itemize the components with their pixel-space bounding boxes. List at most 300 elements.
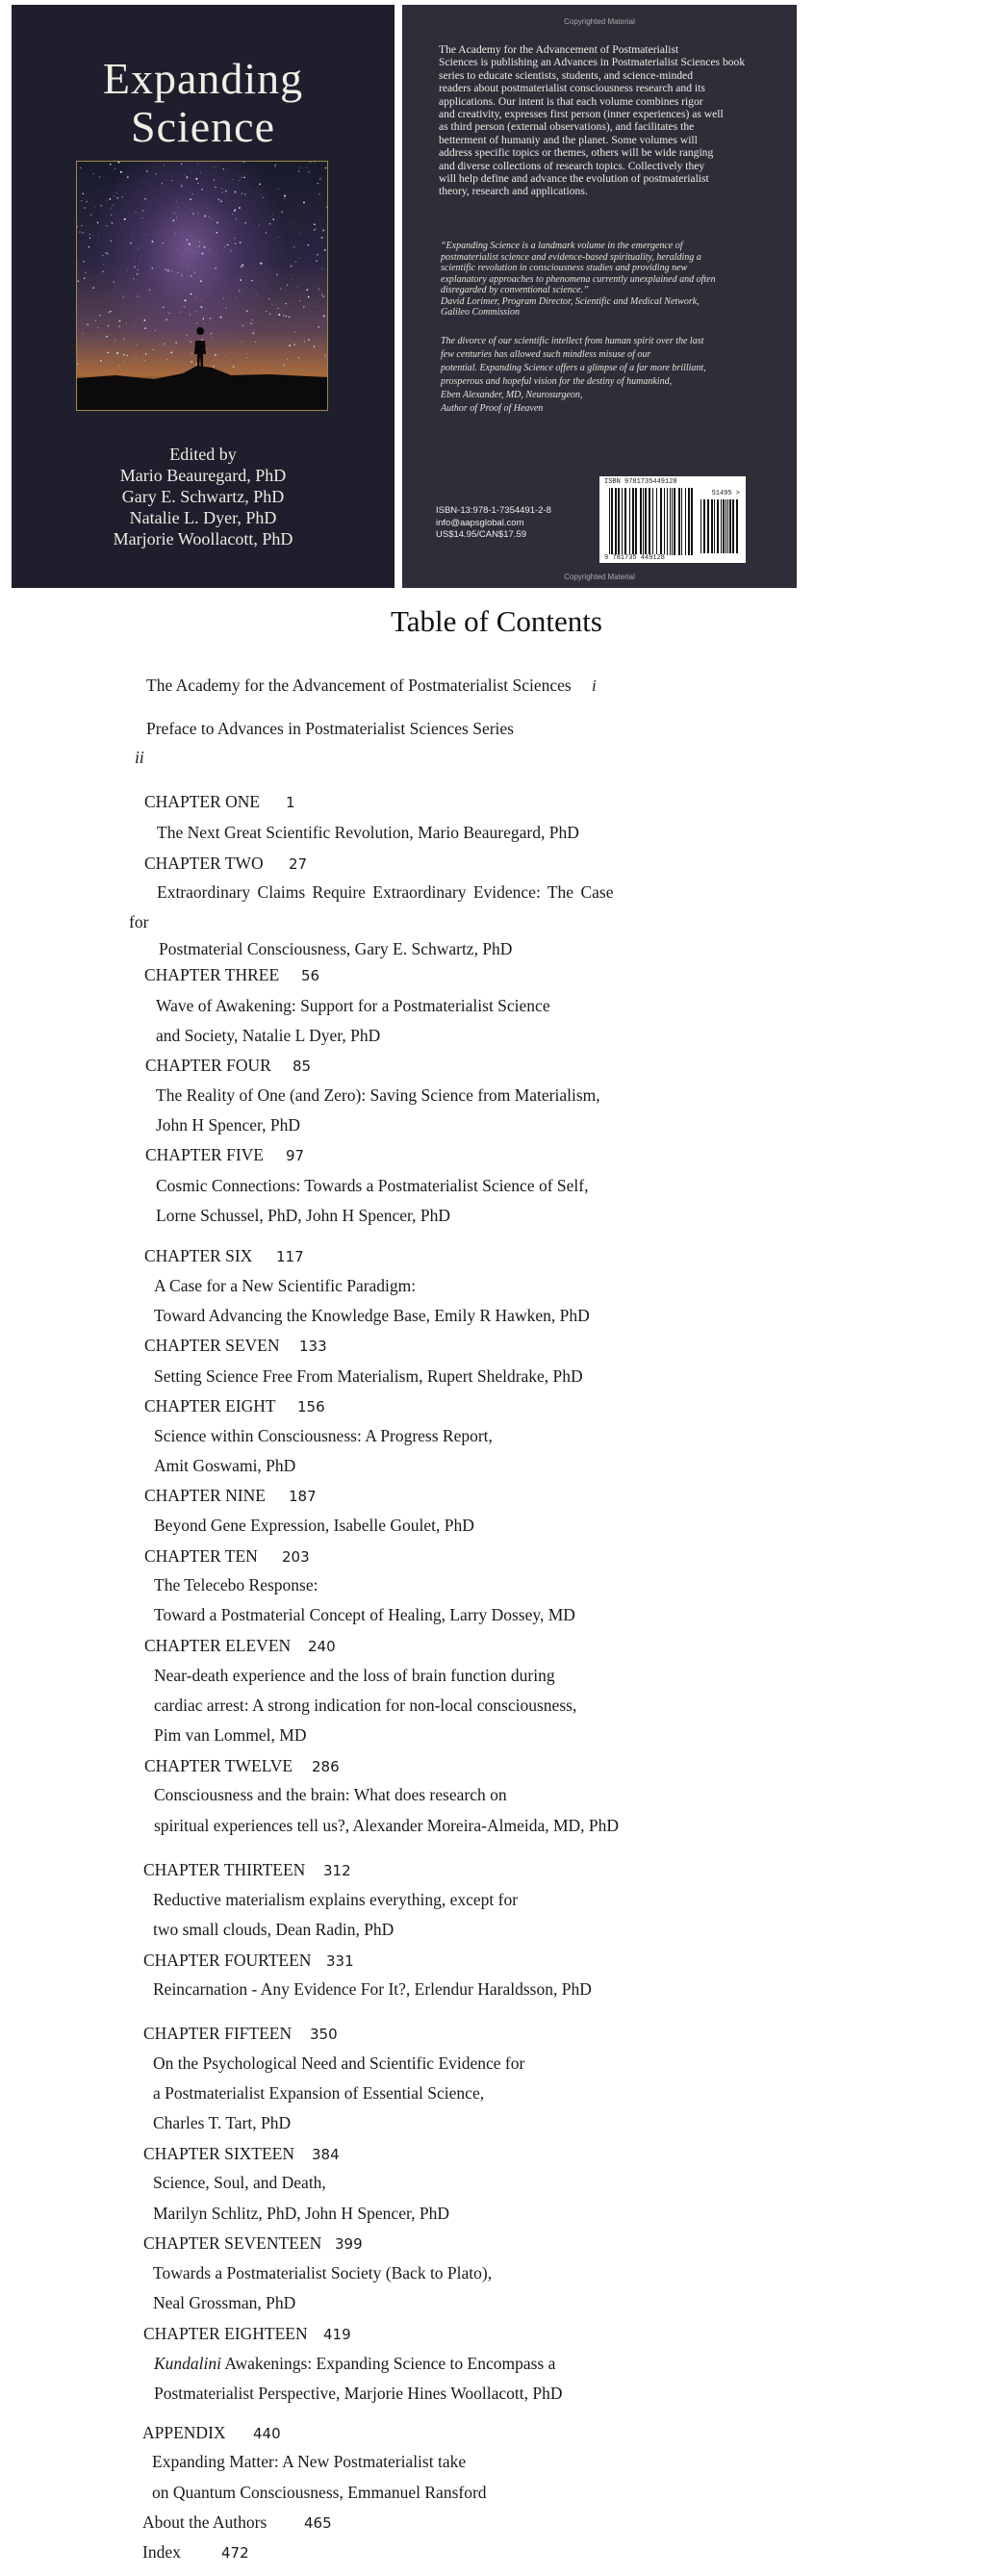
star-icon: [220, 317, 222, 319]
star-icon: [126, 323, 127, 324]
star-icon: [155, 330, 156, 331]
star-icon: [291, 266, 293, 268]
toc-page-number[interactable]: 203: [282, 1548, 310, 1566]
star-icon: [210, 318, 211, 319]
star-icon: [244, 162, 245, 163]
toc-page-number[interactable]: 286: [312, 1758, 340, 1775]
toc-page-number[interactable]: 133: [299, 1338, 327, 1355]
toc-line[interactable]: [156, 1176, 589, 1195]
publication-info: [436, 505, 551, 542]
toc-page-number[interactable]: i: [592, 676, 597, 695]
toc-line-text: CHAPTER NINE: [144, 1486, 266, 1505]
toc-page-number[interactable]: 156: [297, 1398, 325, 1416]
toc-line[interactable]: [156, 996, 550, 1015]
star-icon: [188, 267, 189, 268]
star-icon: [124, 218, 126, 220]
star-icon: [318, 346, 319, 347]
toc-line[interactable]: [153, 2173, 326, 2192]
book-title-line1: Expanding: [102, 54, 304, 103]
star-icon: [130, 242, 131, 243]
star-icon: [157, 351, 158, 352]
star-icon: [111, 215, 113, 217]
star-icon: [94, 207, 95, 208]
star-icon: [209, 356, 210, 357]
toc-heading[interactable]: [145, 1056, 271, 1075]
toc-line-text: Postmaterial Consciousness, Gary E. Schwartz, PhD: [159, 939, 513, 958]
star-icon: [187, 239, 188, 240]
toc-heading[interactable]: [144, 965, 279, 984]
star-icon: [95, 184, 96, 185]
star-icon: [259, 184, 261, 186]
star-icon: [292, 328, 293, 329]
toc-line[interactable]: [129, 912, 148, 931]
text-line: scientific revolution in consciousness studies and providing new: [441, 263, 688, 273]
toc-line-text: Reincarnation - Any Evidence For It?, Erlendur Haraldsson, PhD: [153, 1979, 592, 1999]
star-icon: [191, 275, 192, 277]
star-icon: [225, 190, 226, 191]
toc-heading[interactable]: [144, 1756, 293, 1775]
star-icon: [203, 318, 204, 319]
star-icon: [135, 325, 136, 326]
toc-page-number[interactable]: 331: [326, 1952, 354, 1970]
star-icon: [234, 238, 235, 239]
toc-line-text: Lorne Schussel, PhD, John H Spencer, PhD: [156, 1206, 451, 1225]
toc-line[interactable]: [156, 1026, 380, 1045]
star-icon: [321, 163, 322, 164]
star-icon: [184, 306, 186, 308]
toc-page-number[interactable]: 384: [312, 2146, 340, 2163]
star-icon: [183, 233, 184, 234]
toc-heading[interactable]: [144, 854, 264, 873]
star-icon: [114, 281, 115, 282]
star-icon: [136, 344, 137, 345]
star-icon: [145, 353, 146, 354]
star-icon: [326, 207, 327, 208]
star-icon: [215, 187, 216, 188]
toc-line[interactable]: [159, 939, 512, 958]
star-icon: [255, 342, 256, 343]
text-line: The Academy for the Advancement of Postmaterialist: [439, 43, 679, 56]
star-icon: [142, 217, 143, 218]
star-icon: [192, 193, 193, 194]
toc-page-number[interactable]: 56: [301, 967, 320, 984]
star-icon: [276, 305, 277, 306]
star-icon: [317, 306, 318, 307]
star-icon: [124, 361, 125, 362]
star-icon: [116, 197, 118, 199]
toc-line[interactable]: [153, 2083, 484, 2103]
star-icon: [203, 319, 204, 320]
toc-line[interactable]: [154, 1306, 590, 1325]
star-icon: [146, 170, 148, 172]
star-icon: [107, 225, 108, 226]
toc-line-text: two small clouds, Dean Radin, PhD: [153, 1920, 395, 1939]
star-icon: [211, 219, 212, 220]
star-icon: [239, 180, 240, 181]
toc-line[interactable]: [156, 1206, 450, 1225]
star-icon: [174, 234, 175, 235]
toc-heading[interactable]: [144, 1336, 280, 1355]
text-line: David Lorimer, Program Director, Scientific and Medical Network,: [441, 295, 700, 307]
price-text: US$14.95/CAN$17.59: [436, 529, 527, 540]
toc-line-text: About the Authors: [142, 2512, 267, 2532]
star-icon: [241, 177, 242, 178]
star-icon: [268, 298, 269, 299]
star-icon: [235, 191, 237, 193]
toc-line[interactable]: [153, 2204, 449, 2223]
toc-line[interactable]: [154, 1516, 474, 1535]
toc-line-text: Science, Soul, and Death,: [153, 2173, 326, 2192]
star-icon: [91, 311, 92, 312]
star-icon: [175, 342, 177, 344]
star-icon: [253, 272, 254, 273]
toc-heading[interactable]: [144, 1246, 252, 1265]
star-icon: [163, 307, 164, 308]
star-icon: [84, 207, 86, 209]
toc-line-text: Setting Science Free From Materialism, Rupert Sheldrake, PhD: [154, 1366, 583, 1386]
text-line: will help define and advance the evolution of postmaterialist: [439, 172, 709, 186]
star-icon: [113, 205, 114, 206]
star-icon: [106, 200, 107, 201]
star-icon: [197, 164, 198, 165]
star-icon: [181, 164, 182, 165]
star-icon: [187, 335, 188, 336]
star-icon: [122, 297, 123, 298]
star-icon: [135, 212, 136, 213]
star-icon: [162, 183, 163, 184]
toc-page-number[interactable]: 399: [335, 2235, 363, 2253]
toc-line[interactable]: [153, 2293, 295, 2312]
toc-line[interactable]: [153, 1890, 518, 1909]
toc-line[interactable]: [154, 1725, 306, 1745]
star-icon: [287, 285, 288, 286]
star-icon: [318, 193, 319, 194]
toc-heading[interactable]: [143, 1860, 305, 1879]
isbn-text: ISBN-13:978-1-7354491-2-8: [436, 505, 551, 516]
toc-heading[interactable]: [143, 2324, 308, 2343]
star-icon: [300, 279, 301, 280]
star-icon: [83, 261, 85, 263]
star-icon: [310, 162, 311, 163]
toc-heading[interactable]: [145, 1145, 264, 1164]
star-icon: [79, 231, 81, 233]
star-icon: [199, 222, 200, 223]
toc-heading[interactable]: [143, 2024, 292, 2043]
star-icon: [204, 323, 205, 324]
toc-heading[interactable]: [142, 2423, 226, 2442]
star-icon: [105, 229, 106, 230]
toc-line[interactable]: [152, 2452, 466, 2471]
toc-page-number[interactable]: 1: [286, 794, 295, 811]
toc-page-number[interactable]: 440: [253, 2425, 281, 2442]
toc-page-number[interactable]: 187: [289, 1488, 317, 1505]
toc-page-number[interactable]: 465: [304, 2514, 332, 2532]
star-icon: [244, 193, 245, 194]
star-icon: [181, 312, 182, 313]
toc-line[interactable]: [154, 1276, 416, 1295]
star-icon: [99, 315, 101, 317]
toc-line[interactable]: [154, 2354, 555, 2373]
toc-line[interactable]: [154, 1696, 576, 1715]
star-icon: [171, 180, 172, 181]
star-icon: [274, 190, 275, 191]
star-icon: [295, 246, 296, 247]
star-icon: [236, 218, 237, 219]
star-icon: [196, 322, 197, 323]
star-icon: [89, 238, 90, 239]
toc-line-text: CHAPTER FIFTEEN: [143, 2024, 293, 2043]
toc-line-text: ii: [135, 748, 144, 767]
toc-line-text: Toward a Postmaterial Concept of Healing, Larry Dossey, MD: [154, 1605, 575, 1624]
star-icon: [281, 211, 283, 213]
text-line: explanatory approaches to phenomena currently unexplained and often: [441, 273, 716, 285]
star-icon: [241, 266, 242, 268]
editors-block: [12, 444, 395, 549]
star-icon: [322, 230, 324, 232]
toc-line[interactable]: [153, 2053, 524, 2073]
star-icon: [118, 162, 120, 164]
star-icon: [323, 316, 325, 318]
toc-line-text: John H Spencer, PhD: [156, 1115, 300, 1135]
toc-page-number[interactable]: 117: [276, 1248, 304, 1265]
star-icon: [240, 279, 242, 281]
star-icon: [274, 165, 276, 166]
toc-heading[interactable]: [144, 1546, 258, 1566]
star-icon: [229, 241, 230, 242]
toc-line[interactable]: [153, 1920, 394, 1939]
star-icon: [119, 325, 120, 326]
text-line: Eben Alexander, MD, Neurosurgeon,: [441, 390, 583, 400]
star-icon: [211, 333, 213, 335]
toc-line-text: Pim van Lommel, MD: [154, 1725, 307, 1745]
star-icon: [97, 191, 98, 192]
toc-line[interactable]: [154, 1666, 555, 1685]
toc-line[interactable]: [154, 1785, 507, 1804]
toc-heading[interactable]: [144, 792, 260, 811]
toc-line-text: and Society, Natalie L Dyer, PhD: [156, 1026, 381, 1045]
toc-heading[interactable]: [144, 1396, 276, 1416]
star-icon: [243, 177, 244, 178]
toc-line-text: CHAPTER SEVEN: [144, 1336, 280, 1355]
star-icon: [81, 225, 82, 226]
star-icon: [318, 289, 319, 290]
toc-line[interactable]: [157, 823, 579, 842]
star-icon: [202, 339, 204, 341]
toc-line-text: The Telecebo Response:: [154, 1575, 318, 1594]
toc-heading[interactable]: [144, 1636, 291, 1655]
star-icon: [178, 207, 179, 208]
toc-heading[interactable]: [143, 2233, 321, 2253]
star-icon: [144, 198, 146, 200]
star-icon: [127, 270, 128, 271]
toc-heading[interactable]: [143, 1951, 311, 1970]
star-icon: [201, 306, 203, 308]
star-icon: [97, 222, 99, 224]
star-icon: [278, 314, 280, 316]
star-icon: [299, 167, 300, 168]
star-icon: [195, 178, 197, 180]
toc-line[interactable]: [154, 2384, 563, 2403]
toc-line[interactable]: [154, 1456, 295, 1475]
star-icon: [323, 295, 324, 296]
toc-heading[interactable]: [142, 2512, 267, 2532]
star-icon: [200, 280, 202, 282]
text-line: Sciences is publishing an Advances in Postmaterialist Sciences book: [439, 56, 746, 69]
star-icon: [142, 309, 143, 310]
toc-page-number[interactable]: 419: [323, 2326, 351, 2343]
text-line: and creativity, expresses first person (inner experiences) as well: [439, 108, 724, 121]
star-icon: [114, 196, 115, 197]
star-icon: [112, 195, 113, 196]
star-icon: [194, 271, 195, 272]
toc-heading[interactable]: [144, 1486, 266, 1505]
star-icon: [112, 222, 113, 223]
star-icon: [214, 179, 215, 180]
toc-page-number[interactable]: 350: [310, 2026, 338, 2043]
toc-page-number[interactable]: 240: [308, 1638, 336, 1655]
editor-name: Marjorie Woollacott, PhD: [113, 529, 293, 548]
text-line: as third person (external observations), and facilitates the: [439, 120, 695, 134]
editor-name: Gary E. Schwartz, PhD: [121, 487, 285, 506]
toc-page-number[interactable]: 85: [293, 1058, 312, 1075]
star-icon: [100, 205, 102, 207]
toc-line[interactable]: [157, 882, 613, 902]
star-icon: [155, 173, 157, 175]
star-icon: [228, 298, 229, 299]
star-icon: [133, 278, 134, 279]
star-icon: [177, 272, 178, 273]
star-icon: [116, 352, 118, 354]
star-icon: [92, 235, 93, 236]
star-icon: [182, 254, 183, 255]
star-icon: [110, 164, 112, 166]
toc-line-text: for: [129, 912, 149, 931]
star-icon: [138, 296, 139, 297]
toc-heading[interactable]: [143, 2144, 294, 2163]
toc-line[interactable]: [146, 676, 572, 695]
star-icon: [316, 260, 318, 262]
star-icon: [201, 189, 203, 191]
toc-line[interactable]: [154, 1426, 493, 1445]
star-icon: [197, 183, 198, 184]
toc-line-emphasis: Kundalini: [154, 2354, 222, 2373]
toc-line[interactable]: [156, 1115, 300, 1135]
star-icon: [199, 277, 200, 278]
star-icon: [232, 214, 233, 215]
toc-heading[interactable]: [142, 2542, 181, 2562]
toc-line-text: CHAPTER SIX: [144, 1246, 253, 1265]
star-icon: [298, 357, 299, 358]
toc-line[interactable]: [156, 1085, 600, 1105]
star-icon: [266, 232, 267, 233]
star-icon: [321, 294, 322, 295]
star-icon: [191, 361, 192, 363]
star-icon: [78, 280, 80, 282]
toc-line[interactable]: [154, 1816, 619, 1835]
person-silhouette-icon: [194, 327, 206, 368]
toc-line[interactable]: [154, 1575, 318, 1594]
toc-page-number[interactable]: 27: [289, 855, 308, 873]
star-icon: [159, 267, 160, 268]
star-icon: [189, 340, 190, 341]
star-icon: [232, 182, 233, 183]
text-line: potential. Expanding Science offers a glimpse of a far more brilliant,: [441, 363, 706, 373]
toc-line-text: CHAPTER EIGHT: [144, 1396, 276, 1416]
star-icon: [319, 178, 321, 180]
star-icon: [191, 293, 192, 295]
star-icon: [289, 317, 290, 318]
star-icon: [316, 228, 317, 229]
toc-line[interactable]: [154, 1366, 583, 1386]
star-icon: [190, 314, 191, 315]
star-icon: [143, 319, 145, 321]
star-icon: [269, 223, 270, 224]
star-icon: [181, 273, 182, 274]
toc-line-text: CHAPTER THIRTEEN: [143, 1860, 306, 1879]
star-icon: [116, 192, 117, 193]
text-line: disregarded by conventional science.”: [441, 285, 589, 295]
toc-page-number[interactable]: 472: [221, 2544, 249, 2562]
star-icon: [176, 201, 177, 202]
text-line: prosperous and hopeful vision for the destiny of humankind,: [441, 376, 673, 387]
copyright-notice-bottom: Copyrighted Material: [564, 573, 635, 581]
star-icon: [216, 232, 217, 234]
star-icon: [91, 203, 92, 204]
star-icon: [77, 364, 78, 365]
star-icon: [273, 218, 274, 219]
star-icon: [217, 199, 219, 201]
star-icon: [90, 215, 91, 216]
star-icon: [269, 312, 270, 313]
toc-page-number[interactable]: 312: [323, 1862, 351, 1879]
toc-line[interactable]: [154, 1605, 575, 1624]
star-icon: [223, 253, 224, 254]
star-icon: [127, 176, 129, 178]
milky-way-photo-icon: [76, 161, 328, 411]
email-text: info@aapsglobal.com: [436, 517, 524, 528]
toc-line[interactable]: [153, 2113, 291, 2132]
star-icon: [221, 191, 222, 192]
star-icon: [239, 290, 241, 292]
star-icon: [149, 290, 150, 291]
star-icon: [137, 273, 138, 274]
toc-line[interactable]: [135, 748, 144, 767]
star-icon: [276, 273, 278, 275]
text-line: readers about postmaterialist consciousness research and its: [439, 82, 705, 95]
toc-line[interactable]: [153, 2263, 492, 2283]
toc-line-text: CHAPTER EIGHTEEN: [143, 2324, 308, 2343]
text-line: betterment of humaniy and the planet. Some volumes will: [439, 133, 698, 146]
star-icon: [314, 229, 316, 231]
star-icon: [145, 234, 146, 235]
star-icon: [283, 315, 284, 316]
star-icon: [158, 259, 159, 260]
star-icon: [106, 207, 107, 208]
star-icon: [220, 200, 222, 202]
star-icon: [108, 352, 110, 354]
star-icon: [181, 275, 182, 276]
toc-line[interactable]: [153, 1979, 592, 1999]
star-icon: [123, 338, 124, 339]
toc-page-number[interactable]: 97: [286, 1147, 305, 1164]
star-icon: [246, 357, 247, 358]
star-icon: [250, 322, 252, 324]
toc-line[interactable]: [146, 719, 514, 738]
star-icon: [321, 365, 322, 366]
star-icon: [299, 258, 300, 259]
star-icon: [195, 311, 196, 312]
toc-line[interactable]: [152, 2483, 487, 2502]
